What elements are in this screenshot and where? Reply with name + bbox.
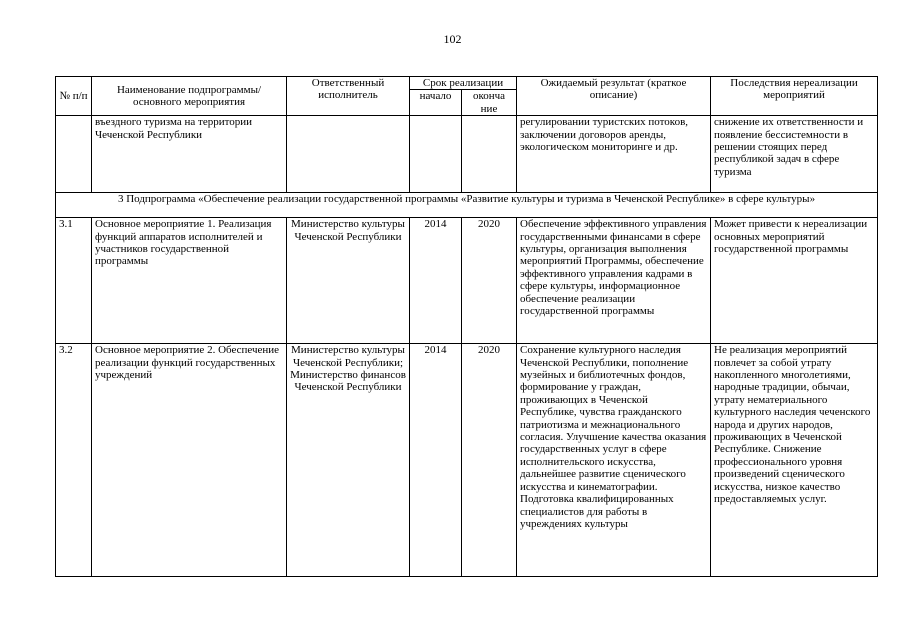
row-consequences: снижение их ответственности и появление бессистемности в решении стоящих перед республикой задач в сфере туризма [711, 116, 878, 193]
header-num: № п/п [56, 77, 92, 116]
row-consequences: Может привести к нереализации основных мероприятий государственной программы [711, 218, 878, 344]
row-start: 2014 [410, 344, 462, 577]
row-num: 3.1 [56, 218, 92, 344]
table-row [56, 344, 878, 577]
row-num: 3.2 [56, 344, 92, 577]
row-name: Основное мероприятие 2. Обеспечение реализации функций государственных учреждений [92, 344, 287, 577]
row-end: 2020 [462, 218, 517, 344]
row-result: регулировании туристских потоков, заключении договоров аренды, экологическом мониторинге и др. [517, 116, 711, 193]
header-executor: Ответственный исполнитель [287, 77, 410, 116]
header-end: оконча ние [462, 90, 517, 116]
header-name: Наименование подпрограммы/ основного мероприятия [92, 77, 287, 116]
row-consequences: Не реализация мероприятий повлечет за собой утрату накопленного многолетиями, народные традиции, обычаи, утрату нематериального культурного наследия чеченского народа и других народов, проживающих в Чеченской Республике. Снижение профессионального уровня произведений сценического искусства, низкое качество предоставляемых услуг. [711, 344, 878, 577]
table-row [56, 116, 878, 193]
row-end: 2020 [462, 344, 517, 577]
header-row [56, 77, 878, 90]
row-executor: Министерство культуры Чеченской Республики; Министерство финансов Чеченской Республики [287, 344, 410, 577]
row-name: въездного туризма на территории Чеченской Республики [92, 116, 287, 193]
row-end [462, 116, 517, 193]
subprogram-heading: 3 Подпрограмма «Обеспечение реализации государственной программы «Развитие культуры и туризма в Чеченской Республике» в сфере культуры» [56, 193, 878, 218]
header-consequences: Последствия нереализации мероприятий [711, 77, 878, 116]
row-start [410, 116, 462, 193]
program-table [55, 76, 878, 577]
row-result: Обеспечение эффективного управления государственными финансами в сфере культуры, организация выполнения мероприятий Программы, обеспечение эффективного управления кадрами в сфере культуры, информационное обеспечение реализации государственной программы [517, 218, 711, 344]
page-number: 102 [443, 32, 462, 46]
table-row [56, 218, 878, 344]
row-num [56, 116, 92, 193]
row-executor: Министерство культуры Чеченской Республики [287, 218, 410, 344]
header-period: Срок реализации [410, 77, 517, 90]
header-start: начало [410, 90, 462, 116]
row-start: 2014 [410, 218, 462, 344]
row-name: Основное мероприятие 1. Реализация функций аппаратов исполнителей и участников государственной программы [92, 218, 287, 344]
row-executor [287, 116, 410, 193]
header-result: Ожидаемый результат (краткое описание) [517, 77, 711, 116]
subprogram-row [56, 193, 878, 218]
row-result: Сохранение культурного наследия Чеченской Республики, пополнение музейных и библиотечных фондов, формирование у граждан, проживающих в Чеченской Республике, чувства гражданского патриотизма и межнационального согласия. Улучшение качества оказания государственных услуг в сфере исполнительского искусства, дальнейшее развитие сценического искусства и кинематографии. Подготовка квалифицированных специалистов для работы в учреждениях культуры [517, 344, 711, 577]
